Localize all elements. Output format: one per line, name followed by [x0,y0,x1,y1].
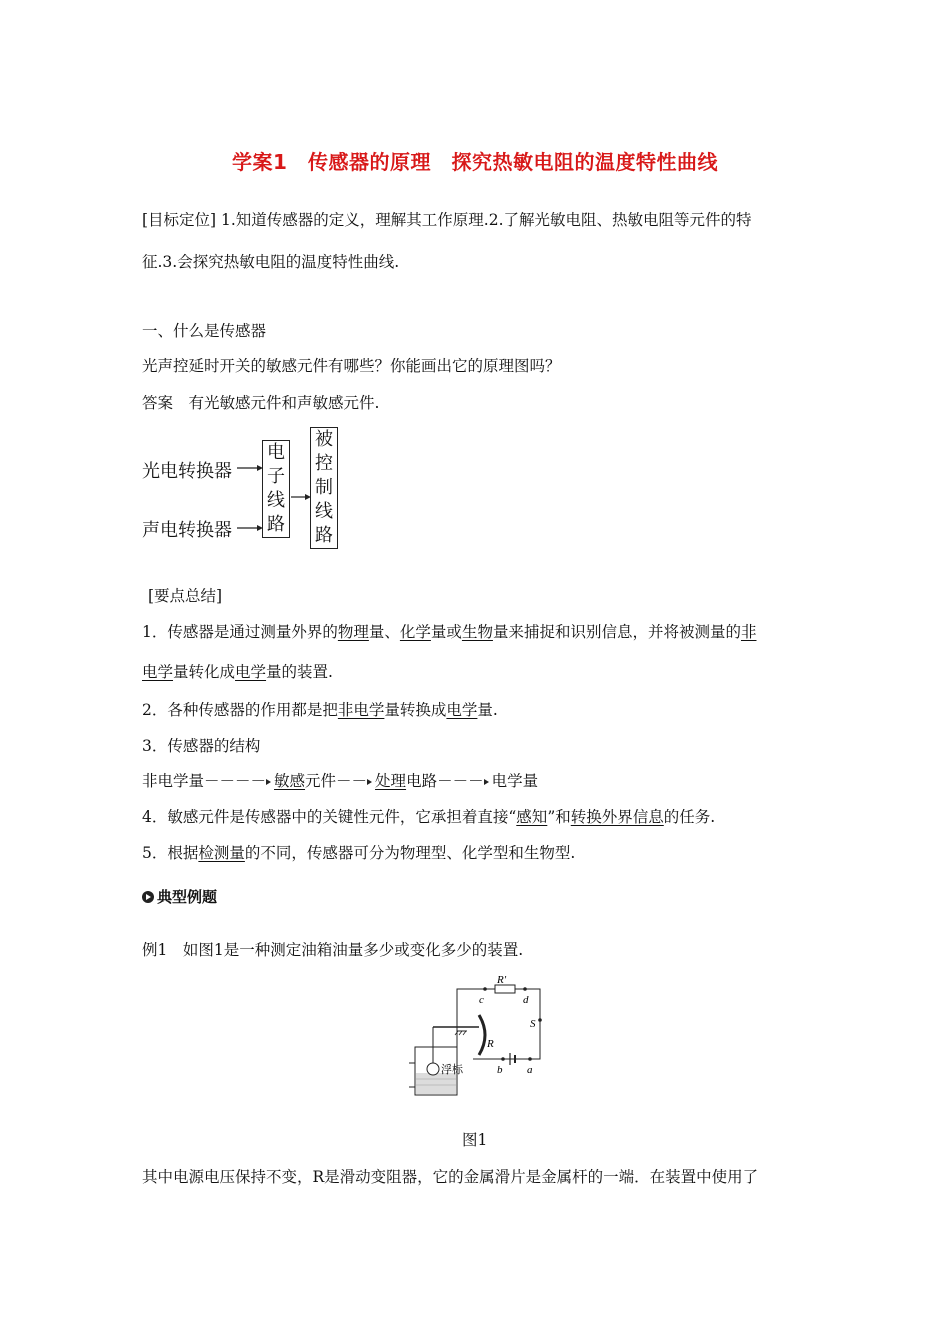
page-title: 学案1 传感器的原理 探究热敏电阻的温度特性曲线 [232,150,718,174]
examples-heading: 典型例题 [142,887,217,907]
node-d [523,987,527,991]
fuel-gauge-circuit-figure [405,975,555,1100]
question-text: 光声控延时开关的敏感元件有哪些？你能画出它的原理图吗？ [142,357,561,375]
node-c [483,987,487,991]
electronic-circuit-box: 电 子 线 路 [262,440,290,538]
example-1-continuation: 其中电源电压保持不变，R是滑动变阻器，它的金属滑片是金属杆的一端．在装置中使用了 [142,1168,759,1186]
svg-text:R: R [487,1038,494,1050]
play-bullet-icon [142,891,154,903]
section-heading: 一、什么是传感器 [142,322,267,340]
sensor-structure-flow: 非电学量－－－－ 敏感元件－－ 处理电路－－－ 电学量 [142,772,539,790]
svg-text:R′: R′ [497,975,507,986]
input-light-converter: 光电转换器 [142,461,232,482]
summary-point-4: 4．敏感元件是传感器中的关键性元件，它承担着直接“感知”和转换外界信息的任务. [142,808,716,826]
svg-text:c: c [479,994,484,1006]
svg-text:浮标: 浮标 [441,1063,463,1076]
summary-point-5: 5．根据检测量的不同，传感器可分为物理型、化学型和生物型. [142,844,576,862]
svg-text:d: d [523,994,529,1006]
node-b [501,1057,505,1061]
figure-caption: 图1 [462,1131,488,1149]
arrow-head-icon [367,779,372,785]
input-sound-converter: 声电转换器 [142,520,232,541]
summary-heading: [要点总结] [148,587,223,605]
summary-point-3: 3．传感器的结构 [142,737,261,755]
switch-s [538,1018,542,1022]
summary-point-1-cont: 电学量转化成电学量的装置. [142,663,333,681]
controlled-circuit-box: 被 控 制 线 路 [310,427,338,549]
node-a [528,1057,532,1061]
summary-point-1: 1．传感器是通过测量外界的物理量、化学量或生物量来捕捉和识别信息，并将被测量的非 [142,623,757,641]
svg-text:S: S [530,1018,536,1030]
objective-line-1: [目标定位] 1.知道传感器的定义，理解其工作原理.2.了解光敏电阻、热敏电阻等元件的特 [142,211,752,229]
objective-line-2: 征.3.会探究热敏电阻的温度特性曲线. [142,253,400,271]
example-1-text: 例1 如图1是一种测定油箱油量多少或变化多少的装置. [142,941,524,959]
arrow-head-icon [484,779,489,785]
summary-point-2: 2．各种传感器的作用都是把非电学量转换成电学量. [142,701,498,719]
svg-text:b: b [497,1064,503,1076]
answer-text: 答案 有光敏感元件和声敏感元件. [142,394,380,412]
arrow-head-icon [266,779,271,785]
svg-text:a: a [527,1064,533,1076]
